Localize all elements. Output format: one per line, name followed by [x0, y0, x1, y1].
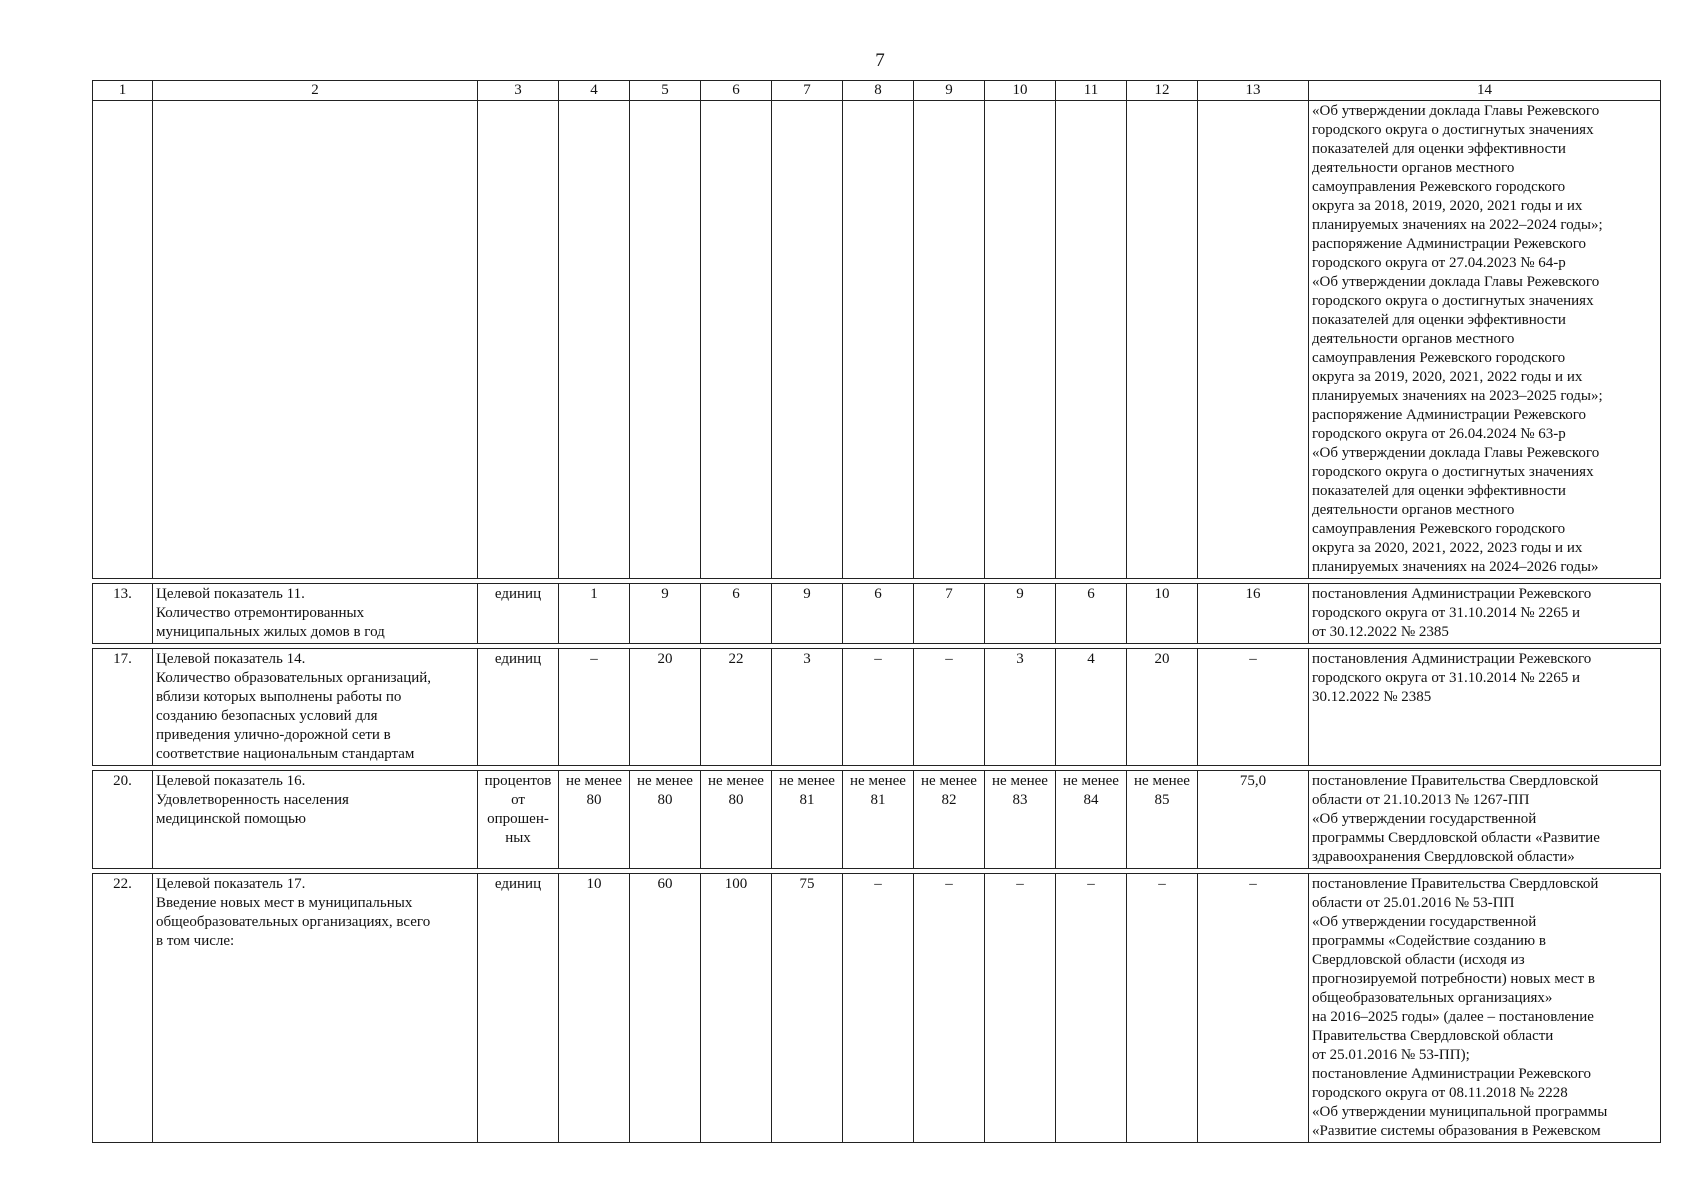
text-line: программы «Содействие созданию в: [1312, 933, 1546, 949]
cell-value: –: [1198, 649, 1309, 766]
value-text: не менее 81: [779, 773, 835, 808]
cell-value: [559, 101, 630, 579]
cell-value: [1056, 771, 1127, 869]
text-line: «Об утверждении муниципальной программы: [1312, 1104, 1608, 1120]
cell-value: [914, 101, 985, 579]
text-line: единиц: [494, 651, 542, 667]
cell-value: [559, 771, 630, 869]
cell-value: 100: [701, 874, 772, 1143]
header-cell-12: 12: [1127, 81, 1198, 101]
cell-value: [985, 101, 1056, 579]
text-line: «Об утверждении государственной: [1312, 914, 1537, 930]
table-body: [93, 101, 1661, 1143]
cell-value: 6: [843, 584, 914, 644]
text-line: Количество образовательных организаций,: [156, 670, 432, 686]
table-header-row: [93, 81, 1661, 101]
text-line: Количество отремонтированных: [156, 605, 365, 621]
table-row: [93, 771, 1661, 869]
text-line: показателей для оценки эффективности: [1312, 141, 1566, 157]
cell-source: [1309, 584, 1661, 644]
text-line: Свердловской области (исходя из: [1312, 952, 1525, 968]
table-row: [93, 584, 1661, 644]
text-line: округа за 2018, 2019, 2020, 2021 годы и их: [1312, 198, 1583, 214]
text-line: опрошен-: [487, 811, 549, 827]
cell-unit: [478, 584, 559, 644]
cell-value: –: [1198, 874, 1309, 1143]
cell-name: [153, 584, 478, 644]
text-line: от 30.12.2022 № 2385: [1312, 624, 1449, 640]
header-cell-7: 7: [772, 81, 843, 101]
header-cell-5: 5: [630, 81, 701, 101]
cell-value: 75,0: [1198, 771, 1309, 869]
text-line: городского округа от 31.10.2014 № 2265 и: [1312, 670, 1581, 686]
text-line: городского округа от 31.10.2014 № 2265 и: [1312, 605, 1581, 621]
header-cell-2: 2: [153, 81, 478, 101]
cell-name: [153, 874, 478, 1143]
cell-value: [701, 101, 772, 579]
value-text: не менее 85: [1134, 773, 1190, 808]
cell-value: 60: [630, 874, 701, 1143]
text-line: городского округа от 27.04.2023 № 64-р: [1312, 255, 1566, 271]
cell-value: 16: [1198, 584, 1309, 644]
text-line: приведения улично-дорожной сети в: [156, 727, 391, 743]
text-line: соответствие национальным стандартам: [156, 746, 415, 762]
header-cell-8: 8: [843, 81, 914, 101]
text-line: самоуправления Режевского городского: [1312, 521, 1566, 537]
header-cell-6: 6: [701, 81, 772, 101]
cell-value: –: [1127, 874, 1198, 1143]
cell-name: [153, 101, 478, 579]
text-line: планируемых значениях на 2022–2024 годы»;: [1312, 217, 1603, 233]
cell-value: [772, 771, 843, 869]
header-cell-1: 1: [93, 81, 153, 101]
cell-value: 22: [701, 649, 772, 766]
cell-value: [630, 101, 701, 579]
cell-value: 3: [772, 649, 843, 766]
text-line: постановление Администрации Режевского: [1312, 1066, 1591, 1082]
header-cell-13: 13: [1198, 81, 1309, 101]
text-line: программы Свердловской области «Развитие: [1312, 830, 1600, 846]
text-line: 30.12.2022 № 2385: [1312, 689, 1432, 705]
cell-value: [1198, 101, 1309, 579]
text-line: городского округа о достигнутых значениях: [1312, 464, 1594, 480]
cell-source: [1309, 771, 1661, 869]
cell-value: [914, 771, 985, 869]
value-text: не менее 84: [1063, 773, 1119, 808]
cell-no: 17.: [93, 649, 153, 766]
text-line: прогнозируемой потребности) новых мест в: [1312, 971, 1595, 987]
text-line: распоряжение Администрации Режевского: [1312, 407, 1587, 423]
cell-name: [153, 771, 478, 869]
text-line: «Об утверждении доклада Главы Режевского: [1312, 103, 1600, 119]
value-text: не менее 81: [850, 773, 906, 808]
text-line: вблизи которых выполнены работы по: [156, 689, 402, 705]
text-line: постановление Правительства Свердловской: [1312, 876, 1599, 892]
cell-value: –: [559, 649, 630, 766]
value-text: не менее 83: [992, 773, 1048, 808]
cell-value: [985, 771, 1056, 869]
cell-value: 75: [772, 874, 843, 1143]
cell-value: 6: [701, 584, 772, 644]
cell-no: 13.: [93, 584, 153, 644]
value-text: не менее 82: [921, 773, 977, 808]
text-line: городского округа о достигнутых значениях: [1312, 293, 1594, 309]
cell-value: [1056, 101, 1127, 579]
cell-value: 9: [772, 584, 843, 644]
cell-value: [1127, 101, 1198, 579]
table-row-continuation: [93, 101, 1661, 579]
text-line: городского округа о достигнутых значениях: [1312, 122, 1594, 138]
cell-unit: [478, 649, 559, 766]
text-line: «Об утверждении доклада Главы Режевского: [1312, 274, 1600, 290]
text-line: самоуправления Режевского городского: [1312, 179, 1566, 195]
text-line: области от 21.10.2013 № 1267-ПП: [1312, 792, 1530, 808]
text-line: планируемых значениях на 2024–2026 годы»: [1312, 559, 1599, 575]
text-line: процентов: [484, 773, 552, 789]
text-line: муниципальных жилых домов в год: [156, 624, 385, 640]
cell-value: 20: [630, 649, 701, 766]
text-line: Удовлетворенность населения: [156, 792, 349, 808]
text-line: показателей для оценки эффективности: [1312, 483, 1566, 499]
cell-value: 4: [1056, 649, 1127, 766]
cell-unit: [478, 874, 559, 1143]
text-line: планируемых значениях на 2023–2025 годы»;: [1312, 388, 1603, 404]
cell-value: –: [843, 874, 914, 1143]
text-line: здравоохранения Свердловской области»: [1312, 849, 1575, 865]
text-line: Введение новых мест в муниципальных: [156, 895, 413, 911]
text-line: округа за 2019, 2020, 2021, 2022 годы и их: [1312, 369, 1583, 385]
text-line: единиц: [494, 586, 542, 602]
cell-value: 3: [985, 649, 1056, 766]
text-line: городского округа от 08.11.2018 № 2228: [1312, 1085, 1568, 1101]
cell-value: 9: [985, 584, 1056, 644]
table-row: [93, 874, 1661, 1143]
cell-value: [1127, 771, 1198, 869]
cell-value: 10: [559, 874, 630, 1143]
indicators-table: [92, 80, 1661, 1143]
text-line: «Об утверждении доклада Главы Режевского: [1312, 445, 1600, 461]
value-text: не менее 80: [566, 773, 622, 808]
text-line: постановления Администрации Режевского: [1312, 651, 1592, 667]
text-line: постановления Администрации Режевского: [1312, 586, 1592, 602]
text-line: показателей для оценки эффективности: [1312, 312, 1566, 328]
cell-no: 20.: [93, 771, 153, 869]
text-line: округа за 2020, 2021, 2022, 2023 годы и их: [1312, 540, 1583, 556]
text-line: деятельности органов местного: [1312, 160, 1515, 176]
cell-value: 10: [1127, 584, 1198, 644]
text-line: общеобразовательных организациях, всего: [156, 914, 431, 930]
page-number: 7: [875, 50, 885, 71]
text-line: на 2016–2025 годы» (далее – постановление: [1312, 1009, 1594, 1025]
text-line: городского округа от 26.04.2024 № 63-р: [1312, 426, 1566, 442]
cell-value: [630, 771, 701, 869]
cell-unit: [478, 101, 559, 579]
text-line: области от 25.01.2016 № 53-ПП: [1312, 895, 1515, 911]
cell-value: [843, 771, 914, 869]
cell-value: [701, 771, 772, 869]
cell-value: 6: [1056, 584, 1127, 644]
text-line: от 25.01.2016 № 53-ПП);: [1312, 1047, 1470, 1063]
cell-value: –: [985, 874, 1056, 1143]
cell-value: –: [914, 874, 985, 1143]
cell-value: [772, 101, 843, 579]
cell-name: [153, 649, 478, 766]
text-line: распоряжение Администрации Режевского: [1312, 236, 1587, 252]
text-line: в том числе:: [156, 933, 235, 949]
text-line: Целевой показатель 16.: [156, 773, 306, 789]
text-line: Целевой показатель 14.: [156, 651, 306, 667]
cell-value: –: [843, 649, 914, 766]
header-cell-4: 4: [559, 81, 630, 101]
cell-source: [1309, 649, 1661, 766]
text-line: Целевой показатель 11.: [156, 586, 305, 602]
header-cell-14: 14: [1309, 81, 1661, 101]
text-line: самоуправления Режевского городского: [1312, 350, 1566, 366]
text-line: «Развитие системы образования в Режевском: [1312, 1123, 1601, 1139]
cell-unit: [478, 771, 559, 869]
text-line: Правительства Свердловской области: [1312, 1028, 1554, 1044]
cell-no: [93, 101, 153, 579]
cell-value: 7: [914, 584, 985, 644]
text-line: медицинской помощью: [156, 811, 306, 827]
cell-no: 22.: [93, 874, 153, 1143]
cell-source: [1309, 874, 1661, 1143]
header-cell-3: 3: [478, 81, 559, 101]
cell-value: 1: [559, 584, 630, 644]
text-line: «Об утверждении государственной: [1312, 811, 1537, 827]
header-cell-9: 9: [914, 81, 985, 101]
text-line: деятельности органов местного: [1312, 502, 1515, 518]
cell-value: –: [1056, 874, 1127, 1143]
text-line: деятельности органов местного: [1312, 331, 1515, 347]
header-cell-10: 10: [985, 81, 1056, 101]
text-line: единиц: [494, 876, 542, 892]
header-cell-11: 11: [1056, 81, 1127, 101]
value-text: не менее 80: [637, 773, 693, 808]
value-text: не менее 80: [708, 773, 764, 808]
text-line: от: [511, 792, 525, 808]
table-row: [93, 649, 1661, 766]
cell-value: 20: [1127, 649, 1198, 766]
text-line: общеобразовательных организациях»: [1312, 990, 1553, 1006]
cell-value: 9: [630, 584, 701, 644]
cell-source: [1309, 101, 1661, 579]
text-line: Целевой показатель 17.: [156, 876, 306, 892]
text-line: ных: [505, 830, 531, 846]
text-line: постановление Правительства Свердловской: [1312, 773, 1599, 789]
text-line: созданию безопасных условий для: [156, 708, 378, 724]
cell-value: [843, 101, 914, 579]
cell-value: –: [914, 649, 985, 766]
